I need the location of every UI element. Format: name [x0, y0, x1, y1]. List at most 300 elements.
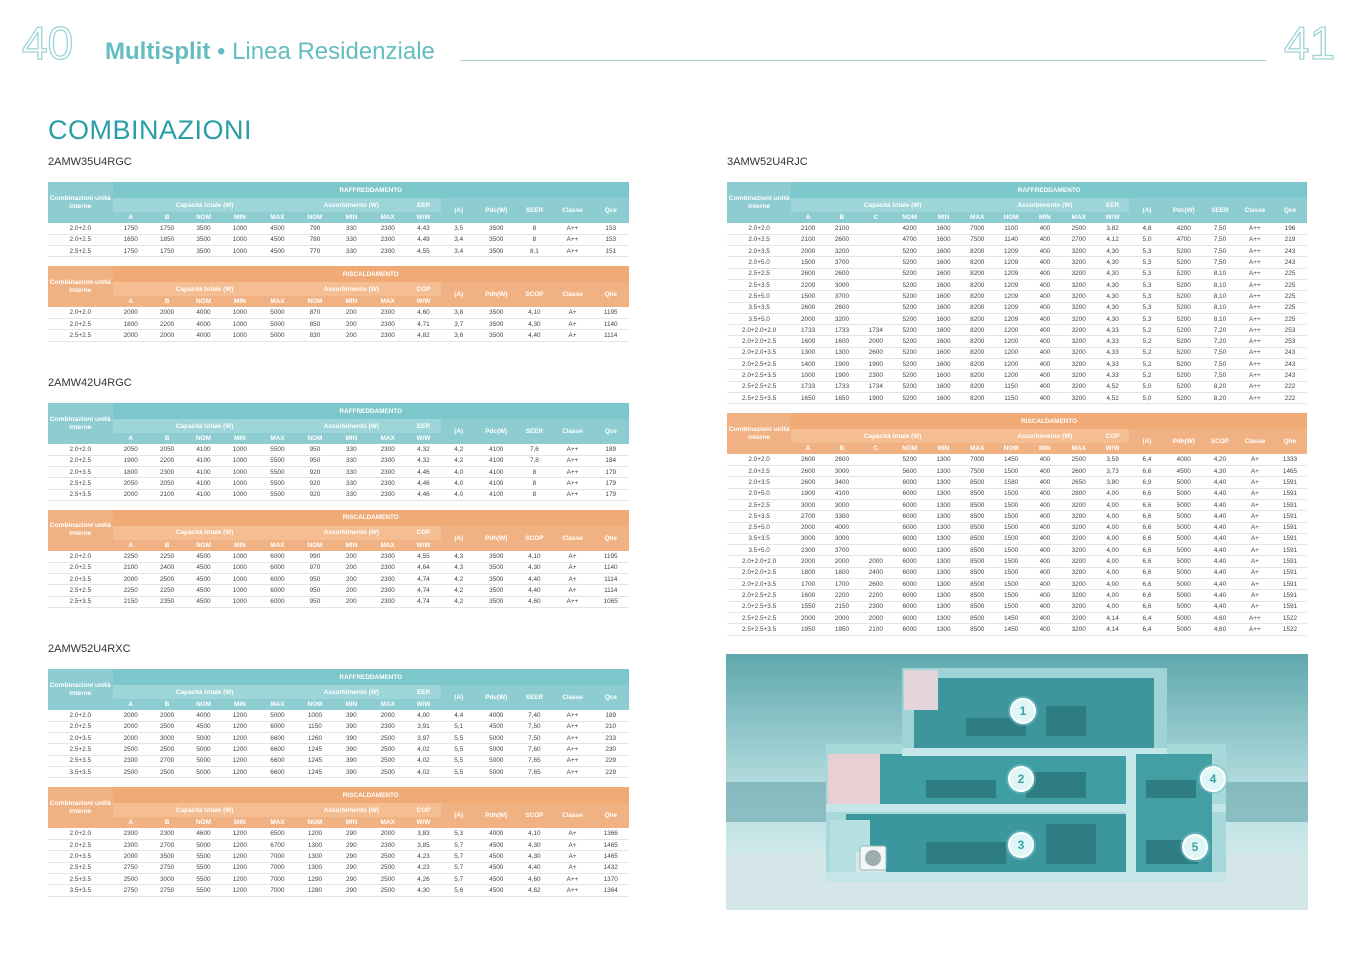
table-cell: 1465	[1273, 466, 1307, 477]
table-cell: 5500	[258, 455, 297, 466]
table-cell: A+	[553, 585, 593, 596]
table-cell: 1300	[927, 454, 961, 465]
table-cell: 8200	[960, 392, 994, 403]
table-cell: A++	[1237, 347, 1273, 358]
table-cell: 4,82	[406, 330, 441, 341]
header-label: Classe	[1244, 207, 1266, 214]
table-cell: 8500	[960, 488, 994, 499]
table-cell: 1000	[222, 307, 258, 318]
table-cell: 4500	[185, 596, 221, 607]
table-cell: 2.0+2.0	[48, 444, 113, 455]
table-cell: 4200	[1165, 223, 1204, 234]
table-cell: 290	[333, 873, 369, 884]
table-cell: 8,10	[1203, 302, 1237, 313]
table-cell: 2500	[370, 851, 406, 862]
header-label: NOM	[307, 435, 323, 442]
header-label: Pdh(W)	[485, 534, 508, 542]
header-label: MAX	[270, 541, 285, 549]
table-cell: 1000	[222, 223, 258, 234]
table-cell: 243	[1273, 370, 1307, 381]
table-cell: 5,2	[1129, 370, 1164, 381]
table-cell: 1000	[297, 710, 333, 721]
table-cell: 1900	[825, 359, 859, 370]
class-header	[553, 526, 593, 551]
table-cell: 400	[1028, 567, 1062, 578]
table-cell: 6700	[258, 840, 297, 851]
table-cell: 4,30	[516, 562, 552, 573]
header-label: MIN	[937, 214, 950, 221]
table-cell: 4,30	[1096, 257, 1130, 268]
subheader-ww	[406, 699, 441, 710]
header-label: A	[128, 435, 134, 442]
table-cell: 2100	[791, 234, 825, 245]
table-cell: A+	[1237, 556, 1273, 567]
table-cell: 5200	[893, 291, 927, 302]
table-cell: 2500	[1062, 223, 1096, 234]
table-cell: 3200	[1062, 302, 1096, 313]
model-name: 2AMW42U4RGC	[48, 377, 132, 389]
table-cell: 3000	[791, 533, 825, 544]
subheader-min	[1028, 212, 1062, 223]
table-cell: 8200	[960, 279, 994, 290]
header-label: Pdc(W)	[1172, 207, 1195, 214]
table-cell: A+	[1237, 590, 1273, 601]
table-cell: 990	[297, 551, 333, 562]
table-cell: 1500	[994, 556, 1028, 567]
table-cell: 8200	[960, 325, 994, 336]
table-cell: 3200	[825, 246, 859, 257]
table-row	[48, 489, 629, 500]
table-cell: 1140	[592, 319, 629, 330]
subheader-min	[333, 296, 369, 307]
header-label: B	[164, 541, 170, 549]
table-cell: 5000	[1165, 533, 1204, 544]
table-row	[48, 319, 629, 330]
table-cell: 3000	[825, 466, 859, 477]
table-cell: 1000	[222, 478, 258, 489]
table-cell: 4,0	[441, 467, 476, 478]
table-cell: 400	[1028, 291, 1062, 302]
table-cell: 1522	[1273, 612, 1307, 623]
table-cell: 1591	[1273, 499, 1307, 510]
table-cell: 1200	[994, 336, 1028, 347]
table-cell: 2200	[825, 590, 859, 601]
header-label: Assorbimento (W)	[323, 529, 379, 537]
table-cell: 1280	[297, 885, 333, 896]
table-cell: 4,33	[1096, 336, 1130, 347]
table-cell: 4,55	[406, 246, 441, 257]
table-cell: 3200	[1062, 579, 1096, 590]
table-cell: A++	[1237, 257, 1273, 268]
subheader-min	[222, 817, 258, 828]
table-cell: 3500	[476, 562, 516, 573]
table-row	[48, 246, 629, 257]
table-cell: 8,20	[1203, 392, 1237, 403]
table-row	[48, 234, 629, 245]
table-cell: 3,85	[406, 840, 441, 851]
table-cell: 6,6	[1129, 579, 1164, 590]
table-cell: 4,32	[406, 444, 441, 455]
table-cell: 2.5+3.5	[727, 511, 791, 522]
table-cell: 2.0+2.0+3.5	[727, 347, 791, 358]
header-label: Assorbimento (W)	[323, 422, 379, 430]
seasonal-header	[516, 803, 552, 828]
subheader-max	[960, 443, 994, 454]
table-row	[727, 590, 1307, 601]
table-cell: 8,10	[1203, 291, 1237, 302]
header-label: A	[128, 214, 134, 221]
table-cell: A++	[1237, 325, 1273, 336]
table-cell: 4,2	[441, 585, 476, 596]
table-cell: 4,52	[1096, 392, 1130, 403]
table-cell: 1200	[297, 828, 333, 839]
table-cell: 1209	[994, 279, 1028, 290]
table-cell: 2300	[370, 562, 406, 573]
table-cell: 7,20	[1203, 336, 1237, 347]
table-cell: 5000	[1165, 522, 1204, 533]
annual-consumption-header	[592, 198, 629, 223]
combination-header: Combinazioni unità interne	[48, 510, 113, 551]
table-cell: 3500	[476, 551, 516, 562]
table-cell: 2.0+2.0	[48, 223, 113, 234]
table-cell: 200	[333, 585, 369, 596]
header-label: W/W	[1105, 214, 1120, 221]
table-cell: 7,50	[1203, 246, 1237, 257]
table-cell: A+	[1237, 511, 1273, 522]
efficiency-header	[406, 198, 441, 212]
table-cell: 5,5	[441, 755, 476, 766]
table-cell: 400	[1028, 279, 1062, 290]
table-cell: 253	[1273, 336, 1307, 347]
table-cell: 2.0+5.0	[727, 488, 791, 499]
seasonal-header	[516, 198, 552, 223]
subheader-a	[113, 433, 149, 444]
table-cell: A++	[1237, 313, 1273, 324]
table-cell: 1734	[859, 381, 893, 392]
table-cell: 2500	[149, 766, 185, 777]
subheader-max	[370, 817, 406, 828]
table-cell: 4,2	[441, 596, 476, 607]
table-cell: 5,2	[1129, 325, 1164, 336]
table-cell: 2.5+2.5	[48, 478, 113, 489]
table-cell: 2.0+3.5	[48, 733, 113, 744]
table-cell: 4,2	[441, 455, 476, 466]
table-cell: 4,60	[1203, 612, 1237, 623]
table-cell: 400	[1028, 590, 1062, 601]
table-cell: 1600	[927, 336, 961, 347]
table-cell: 179	[592, 467, 629, 478]
table-cell: 1114	[592, 574, 629, 585]
header-label: B	[164, 819, 170, 827]
table-cell: 4,23	[406, 851, 441, 862]
current-header	[441, 803, 476, 828]
table-cell: 400	[1028, 624, 1062, 635]
table-cell	[859, 522, 893, 533]
table-cell: 4,00	[1096, 522, 1130, 533]
table-cell: 4,49	[406, 234, 441, 245]
table-cell: 2500	[370, 873, 406, 884]
annual-consumption-header	[592, 803, 629, 828]
class-header	[553, 685, 593, 710]
table-cell: A++	[553, 733, 593, 744]
table-cell: 4000	[185, 307, 221, 318]
table-cell: 4,40	[1203, 533, 1237, 544]
table-cell: 8500	[960, 590, 994, 601]
table-cell: 2.0+3.5	[48, 851, 113, 862]
table-cell: 2.5+3.5	[48, 489, 113, 500]
table-cell: 4600	[185, 828, 221, 839]
header-label: MIN	[1039, 214, 1051, 221]
table-cell: 2200	[149, 319, 185, 330]
header-label: Assorbimento (W)	[323, 285, 379, 293]
table-cell: 1600	[927, 246, 961, 257]
combination-header: Combinazioni unità interne	[48, 787, 113, 828]
table-cell: 4100	[476, 444, 516, 455]
table-row	[48, 744, 629, 755]
subheader-min	[333, 540, 369, 551]
table-cell: 6,6	[1129, 499, 1164, 510]
table-row	[727, 234, 1307, 245]
table-cell: 1200	[222, 862, 258, 873]
cooling-band	[113, 182, 629, 198]
table-cell: 2600	[791, 466, 825, 477]
table-cell: 4000	[185, 330, 221, 341]
table-cell: 6,6	[1129, 567, 1164, 578]
subheader-nom	[297, 540, 333, 551]
heating-table	[48, 510, 629, 608]
subheader-ww	[406, 212, 441, 223]
table-cell: 2.0+2.5+2.5	[727, 590, 791, 601]
table-cell: 2600	[825, 454, 859, 465]
header-label: COP	[416, 285, 431, 293]
table-cell: 2.5+5.0	[727, 291, 791, 302]
seasonal-header	[1203, 429, 1237, 454]
absorption-header	[994, 198, 1095, 212]
table-cell: 6,6	[1129, 556, 1164, 567]
table-block-3	[48, 669, 629, 897]
table-cell: A+	[1237, 477, 1273, 488]
table-cell: 1300	[825, 347, 859, 358]
table-cell: A++	[553, 455, 593, 466]
table-cell: 5500	[185, 873, 221, 884]
table-cell: 4,40	[1203, 477, 1237, 488]
table-cell: 153	[592, 234, 629, 245]
table-cell: 1733	[825, 381, 859, 392]
header-label: Capacità totale (W)	[175, 529, 234, 537]
table-cell: 5,0	[1129, 381, 1164, 392]
table-cell: 3,82	[1096, 223, 1130, 234]
table-cell	[859, 454, 893, 465]
header-label: Capacità totale (W)	[175, 422, 234, 430]
table-cell: 2.5+2.5	[48, 862, 113, 873]
table-cell: 179	[592, 489, 629, 500]
table-cell: 2.0+2.5	[48, 562, 113, 573]
table-cell: 3,8	[441, 307, 476, 318]
table-cell: 222	[1273, 381, 1307, 392]
table-cell: 400	[1028, 257, 1062, 268]
table-cell: 6000	[893, 579, 927, 590]
class-header	[553, 282, 593, 307]
table-cell: 8500	[960, 579, 994, 590]
table-cell: 5200	[1165, 268, 1204, 279]
subheader-b	[149, 433, 185, 444]
header-label: Assorbimento (W)	[1017, 432, 1073, 440]
table-cell: 400	[1028, 381, 1062, 392]
header-label: MAX	[1071, 445, 1086, 453]
table-row	[727, 601, 1307, 612]
table-cell: 7000	[258, 862, 297, 873]
table-cell: A+	[553, 330, 593, 341]
table-cell: 6600	[258, 755, 297, 766]
header-label: MIN	[234, 214, 246, 221]
table-cell: 5,7	[441, 851, 476, 862]
table-row	[727, 325, 1307, 336]
table-cell: 5000	[1165, 590, 1204, 601]
table-cell: 2.5+2.5+3.5	[727, 624, 791, 635]
header-label: MAX	[270, 435, 285, 442]
table-cell: 7,50	[1203, 223, 1237, 234]
table-cell	[859, 545, 893, 556]
subheader-max	[370, 540, 406, 551]
table-cell: 2600	[859, 347, 893, 358]
subheader-min	[333, 817, 369, 828]
table-cell: 5000	[258, 330, 297, 341]
table-cell: 3200	[1062, 499, 1096, 510]
table-cell: 5,7	[441, 862, 476, 873]
heating-band	[113, 266, 629, 282]
table-cell: 2750	[113, 862, 149, 873]
header-label: NOM	[1003, 445, 1019, 453]
table-cell: 4100	[476, 455, 516, 466]
table-cell: 3,83	[406, 828, 441, 839]
table-cell: 2150	[825, 601, 859, 612]
table-cell: A+	[553, 862, 593, 873]
design-load-header	[476, 803, 516, 828]
subheader-max	[258, 212, 297, 223]
table-cell: 151	[592, 246, 629, 257]
table-cell: 400	[1028, 499, 1062, 510]
table-cell: 4000	[476, 710, 516, 721]
header-label: MIN	[345, 214, 358, 221]
table-cell: 4,30	[1096, 268, 1130, 279]
table-cell: 3200	[1062, 624, 1096, 635]
header-label: Capacità totale (W)	[863, 201, 922, 209]
table-cell: 4,46	[406, 467, 441, 478]
table-cell: 5200	[893, 257, 927, 268]
seasonal-header	[516, 685, 552, 710]
table-cell: 243	[1273, 246, 1307, 257]
table-cell: A+	[1237, 579, 1273, 590]
table-cell: 970	[297, 562, 333, 573]
table-cell: 2300	[370, 721, 406, 732]
table-cell: 400	[1028, 522, 1062, 533]
table-cell: A+	[553, 319, 593, 330]
efficiency-header	[1096, 429, 1130, 443]
table-cell: A+	[1237, 601, 1273, 612]
table-cell: 8,1	[516, 246, 552, 257]
table-cell: 2050	[149, 444, 185, 455]
table-cell: 6000	[893, 477, 927, 488]
table-cell: 5000	[185, 744, 221, 755]
table-cell: 2600	[791, 268, 825, 279]
subheader-b	[149, 296, 185, 307]
header-label: MAX	[270, 214, 285, 221]
table-cell: 3700	[825, 291, 859, 302]
table-cell: 2700	[791, 511, 825, 522]
table-cell: 4,40	[516, 862, 552, 873]
table-cell: 1150	[994, 381, 1028, 392]
subheader-b	[149, 212, 185, 223]
table-cell: 3200	[1062, 370, 1096, 381]
table-cell: 1200	[222, 721, 258, 732]
table-cell: 5500	[258, 489, 297, 500]
table-cell: 1591	[1273, 511, 1307, 522]
table-cell: 1300	[927, 488, 961, 499]
table-cell: 4,10	[516, 551, 552, 562]
table-row	[727, 477, 1307, 488]
zone-badge-3: 3	[1008, 832, 1034, 858]
table-cell: 1400	[791, 359, 825, 370]
table-cell: 1800	[825, 567, 859, 578]
table-cell: 1300	[927, 612, 961, 623]
table-cell	[859, 511, 893, 522]
table-cell: 7,60	[516, 744, 552, 755]
table-cell: 4500	[185, 721, 221, 732]
table-cell: 5000	[185, 755, 221, 766]
table-block-1	[48, 182, 629, 342]
table-cell: 7500	[960, 234, 994, 245]
table-cell: 4,0	[441, 478, 476, 489]
table-cell	[859, 533, 893, 544]
table-cell: 4,40	[1203, 590, 1237, 601]
table-cell: 2500	[113, 744, 149, 755]
table-cell: 1300	[927, 499, 961, 510]
table-cell: 2000	[370, 828, 406, 839]
table-cell: 3500	[149, 851, 185, 862]
table-cell: 6000	[258, 596, 297, 607]
table-cell: 4100	[476, 478, 516, 489]
header-label: B	[164, 701, 170, 708]
header-subtitle: Linea Residenziale	[232, 38, 435, 65]
table-cell: 5000	[258, 710, 297, 721]
table-cell: 5,5	[441, 744, 476, 755]
table-cell: 3200	[1062, 533, 1096, 544]
table-cell: A++	[553, 246, 593, 257]
table-cell: 3500	[476, 307, 516, 318]
table-cell: 1300	[791, 347, 825, 358]
table-cell: 4,40	[516, 330, 552, 341]
header-label: (A)	[454, 812, 464, 820]
table-cell: 2.0+2.0+2.0	[727, 556, 791, 567]
table-cell: 8,10	[1203, 279, 1237, 290]
table-cell: 2500	[370, 733, 406, 744]
table-cell: 229	[592, 766, 629, 777]
combination-header: Combinazioni unità interne	[48, 403, 113, 444]
header-label: (A)	[454, 291, 464, 299]
model-name: 2AMW35U4RGC	[48, 156, 132, 168]
table-cell: 2.5+3.5	[48, 755, 113, 766]
header-label: (A)	[454, 428, 464, 435]
header-label: (A)	[454, 534, 464, 542]
capacity-header	[113, 685, 297, 699]
table-cell: 5,3	[1129, 246, 1164, 257]
table-cell: 3,7	[441, 319, 476, 330]
table-cell: 4,30	[1096, 313, 1130, 324]
header-label: Pdh(W)	[485, 812, 508, 820]
table-cell: 3200	[1062, 556, 1096, 567]
table-cell: 5500	[258, 467, 297, 478]
table-cell: 4,0	[441, 489, 476, 500]
